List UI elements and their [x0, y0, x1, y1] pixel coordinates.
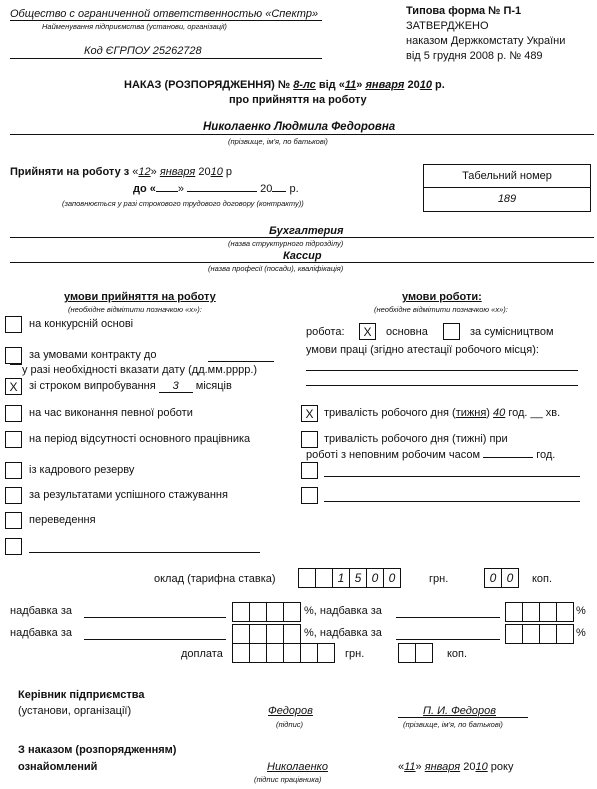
head-label2: (установи, організації)	[18, 705, 132, 717]
form-number: Типова форма № П-1	[406, 5, 522, 17]
allowance-cell[interactable]	[266, 624, 284, 644]
work-conditions-line2	[306, 385, 578, 386]
doplata-cells	[232, 643, 335, 663]
doplata-kop: коп.	[447, 648, 468, 660]
ack-label2: ознайомлений	[18, 761, 98, 773]
ack-day: 11	[404, 761, 416, 773]
salary-cells	[298, 568, 401, 588]
duration-value: 40	[493, 407, 506, 419]
label-specific-work: на час виконання певної роботи	[29, 407, 193, 419]
order-title	[124, 79, 445, 91]
ack-label: З наказом (розпорядженням)	[18, 744, 177, 756]
head-signature-caption: (підпис)	[276, 720, 303, 729]
allowance-cell[interactable]	[232, 624, 250, 644]
checkbox-combination[interactable]	[443, 323, 460, 340]
tab-number-label: Табельний номер	[424, 165, 590, 188]
label-partial: тривалість робочого дня (тижні) при	[324, 433, 508, 445]
ack-month: января	[424, 761, 461, 773]
salary-kop-cells	[484, 568, 519, 588]
hire-year-suffix: 10	[210, 166, 223, 178]
label-internship: за результатами успішного стажування	[29, 489, 228, 501]
head-label: Керівник підприємства	[18, 689, 145, 701]
doplata-cell[interactable]	[300, 643, 318, 663]
label-reserve: із кадрового резерву	[29, 464, 135, 476]
head-name-line	[398, 717, 528, 718]
salary-digit[interactable]	[315, 568, 333, 588]
allowance-cell[interactable]	[539, 624, 557, 644]
hire-year-end: р	[225, 166, 233, 178]
doplata-currency: грн.	[345, 648, 365, 660]
label-main-work: основна	[386, 326, 428, 338]
allowance-cell[interactable]	[539, 602, 557, 622]
ack-year-end: року	[490, 761, 514, 773]
order-from: від «	[318, 79, 345, 91]
checkbox-competition[interactable]	[5, 316, 22, 333]
allowance-cell[interactable]	[249, 602, 267, 622]
checkbox-specific-work[interactable]	[5, 405, 22, 422]
head-name-caption: (прізвище, ім'я, по батькові)	[403, 720, 503, 729]
conditions-work-caption: (необхідне відмітити позначкою «х»):	[374, 305, 508, 314]
contract-date-line	[208, 361, 274, 362]
label-absence: на період відсутності основного працівника	[29, 433, 251, 445]
hire-to-close: »	[177, 183, 185, 195]
approved-line1: наказом Держкомстату України	[406, 35, 566, 47]
salary-digit[interactable]: 0	[366, 568, 384, 588]
employee-name: Николаенко Людмила Федоровна	[203, 121, 396, 133]
hire-q-open: «	[132, 166, 139, 178]
doplata-kop-cell[interactable]	[415, 643, 433, 663]
allowance-cell[interactable]	[556, 602, 574, 622]
salary-digit[interactable]: 5	[349, 568, 367, 588]
checkbox-other[interactable]	[5, 538, 22, 555]
doplata-kop-cell[interactable]	[398, 643, 416, 663]
allowance4-cells	[505, 624, 574, 644]
allowance1-cells	[232, 602, 301, 622]
checkbox-transfer[interactable]	[5, 512, 22, 529]
hire-month: января	[159, 166, 196, 178]
org-name: Общество с ограниченной ответственностью «Спектр»	[10, 8, 319, 20]
head-name: П. И. Федоров	[423, 705, 496, 717]
probation-value: 3	[159, 380, 193, 393]
hire-to-row	[133, 183, 299, 195]
work-conditions-line1	[306, 370, 578, 371]
allowance2-cells	[505, 602, 574, 622]
hire-year-prefix: 20	[198, 166, 211, 178]
profession-value: Кассир	[283, 250, 322, 262]
approved-label: ЗАТВЕРДЖЕНО	[406, 20, 489, 32]
order-year-prefix: 20	[407, 79, 420, 91]
profession-caption: (назва професії (посади), кваліфікація)	[208, 264, 344, 273]
salary-label: оклад (тарифна ставка)	[154, 573, 276, 585]
order-year-suffix: 10	[419, 79, 432, 91]
department-line	[10, 237, 594, 238]
work-conditions-label: умови праці (згідно атестації робочого місця):	[306, 344, 539, 356]
salary-digit[interactable]	[298, 568, 316, 588]
checkbox-probation[interactable]: X	[5, 378, 22, 395]
org-name-line	[10, 20, 322, 21]
checkbox-main-work[interactable]: X	[359, 323, 376, 340]
doplata-cell[interactable]	[283, 643, 301, 663]
order-close: »	[356, 79, 363, 91]
employee-name-caption: (прізвище, ім'я, по батькові)	[228, 137, 328, 146]
allowance2-line	[396, 617, 500, 618]
partial-row2	[306, 449, 555, 461]
kop-digit[interactable]: 0	[501, 568, 519, 588]
probation-unit: місяців	[195, 380, 232, 392]
allowance1-percent-mid: %, надбавка за	[304, 605, 382, 617]
allowance3-label: надбавка за	[10, 627, 73, 639]
ack-year-prefix: 20	[463, 761, 476, 773]
hire-to-label: до «	[133, 183, 156, 195]
conditions-work-title: умови роботи:	[402, 291, 482, 303]
label-contract: за умовами контракту до	[29, 349, 157, 361]
duration-unit: год. __ хв.	[508, 407, 561, 419]
salary-currency: грн.	[429, 573, 449, 585]
order-year-end: р.	[435, 79, 445, 91]
checkbox-extra2[interactable]	[301, 487, 318, 504]
label-probation: зі строком випробування	[29, 380, 156, 392]
department-caption: (назва структурного підрозділу)	[228, 239, 344, 248]
doplata-cell[interactable]	[249, 643, 267, 663]
allowance4-line	[396, 639, 500, 640]
tab-number-box	[423, 164, 591, 212]
checkbox-reserve[interactable]	[5, 462, 22, 479]
allowance-cell[interactable]	[283, 602, 301, 622]
ack-signature-caption: (підпис працівника)	[254, 775, 322, 784]
salary-digit[interactable]: 0	[383, 568, 401, 588]
profession-line	[10, 262, 594, 263]
org-code: Код ЄГРПОУ 25262728	[84, 45, 202, 57]
hire-label: Прийняти на роботу з	[10, 166, 130, 178]
conditions-hire-title: умови прийняття на роботу	[64, 291, 216, 303]
checkbox-internship[interactable]	[5, 487, 22, 504]
checkbox-partial[interactable]	[301, 431, 318, 448]
allowance3-percent-mid: %, надбавка за	[304, 627, 382, 639]
checkbox-duration[interactable]: X	[301, 405, 318, 422]
contract-hint-stub	[10, 364, 22, 365]
checkbox-contract[interactable]	[5, 347, 22, 364]
duration-row	[324, 407, 560, 419]
allowance-cell[interactable]	[266, 602, 284, 622]
order-day: 11	[344, 79, 357, 91]
probation-row	[29, 380, 232, 393]
order-month: января	[365, 79, 405, 91]
allowance-cell[interactable]	[522, 602, 540, 622]
allowance-cell[interactable]	[522, 624, 540, 644]
ack-date-open: «	[398, 761, 405, 773]
other-line	[29, 552, 260, 553]
duration-label: тривалість робочого дня (	[324, 407, 456, 419]
hire-to-year: 20	[260, 183, 273, 195]
ack-date-close: »	[415, 761, 422, 773]
partial-unit: год.	[536, 449, 556, 461]
doplata-label: доплата	[181, 648, 223, 660]
ack-year-suffix: 10	[475, 761, 488, 773]
ack-date	[398, 761, 513, 773]
tab-number-value: 189	[497, 193, 517, 205]
hire-to-end: р.	[289, 183, 299, 195]
allowance3-cells	[232, 624, 301, 644]
allowance3-line	[84, 639, 226, 640]
kop-digit[interactable]: 0	[484, 568, 502, 588]
allowance4-percent: %	[576, 627, 586, 639]
hire-day: 12	[138, 166, 151, 178]
label-combination: за сумісництвом	[470, 326, 554, 338]
allowance1-line	[84, 617, 226, 618]
employee-name-line	[10, 134, 594, 135]
doplata-cell[interactable]	[266, 643, 284, 663]
org-code-line	[10, 58, 322, 59]
checkbox-extra1[interactable]	[301, 462, 318, 479]
duration-word: тижня	[455, 407, 487, 419]
hire-date-row	[10, 166, 232, 178]
allowance-cell[interactable]	[505, 624, 523, 644]
allowance-cell[interactable]	[505, 602, 523, 622]
allowance1-label: надбавка за	[10, 605, 73, 617]
doplata-cell[interactable]	[232, 643, 250, 663]
allowance-cell[interactable]	[556, 624, 574, 644]
doplata-kop-cells	[398, 643, 433, 663]
hire-q-close: »	[150, 166, 157, 178]
allowance-cell[interactable]	[232, 602, 250, 622]
hire-caption: (заповнюється у разі строкового трудового договору (контракту))	[62, 199, 304, 208]
extra1-line	[324, 476, 580, 477]
duration-close: )	[486, 407, 490, 419]
org-name-caption: Найменування підприємства (установи, організації)	[42, 22, 227, 31]
salary-kop: коп.	[532, 573, 553, 585]
head-signature: Федоров	[268, 705, 313, 717]
order-title-prefix: НАКАЗ (РОЗПОРЯДЖЕННЯ) №	[124, 79, 291, 91]
order-number: 8-лс	[293, 79, 316, 91]
label-competition: на конкурсній основі	[29, 318, 134, 330]
extra2-line	[324, 501, 580, 502]
conditions-hire-caption: (необхідне відмітити позначкою «х»):	[68, 305, 202, 314]
approved-line2: від 5 грудня 2008 р. № 489	[406, 50, 543, 62]
checkbox-absence[interactable]	[5, 431, 22, 448]
salary-digit[interactable]: 1	[332, 568, 350, 588]
allowance-cell[interactable]	[283, 624, 301, 644]
label-transfer: переведення	[29, 514, 96, 526]
order-subtitle: про прийняття на роботу	[229, 94, 367, 106]
ack-signature: Николаенко	[267, 761, 328, 773]
doplata-cell[interactable]	[317, 643, 335, 663]
label-contract-date-hint: у разі необхідності вказати дату (дд.мм.рррр.)	[22, 364, 258, 376]
department-value: Бухгалтерия	[269, 225, 344, 237]
allowance-cell[interactable]	[249, 624, 267, 644]
allowance2-percent: %	[576, 605, 586, 617]
label-partial2: роботі з неповним робочим часом	[306, 449, 481, 461]
work-label: робота:	[306, 326, 345, 338]
